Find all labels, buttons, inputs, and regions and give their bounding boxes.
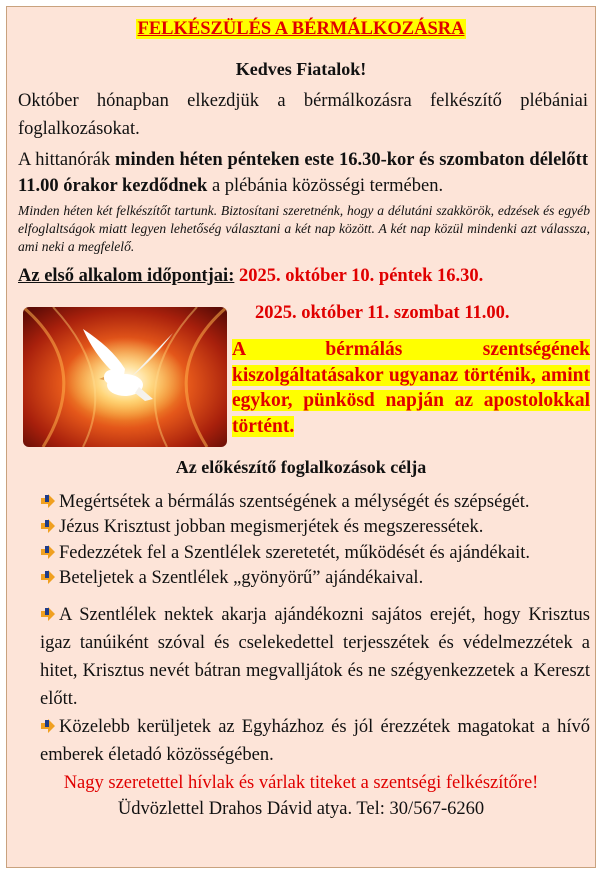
list-item <box>40 564 590 592</box>
schedule-bold: minden héten pénteken este 16.30-kor és szombaton délelőtt 11.00 órakor kezdődnek <box>18 150 588 196</box>
schedule-post: a plébánia közösségi termében. <box>207 176 444 196</box>
arrow-bullet-icon <box>40 717 56 733</box>
flyer-page <box>6 6 596 868</box>
note-paragraph: Minden héten két felkészítőt tartunk. Biztosítani szeretnénk, hogy a délutáni szakkörök, edzések és egyéb elfoglaltságok miatt legyen lehetőség választani a két nap között. A két nap közül mindenki azt válassza, ami neki a megfelelő. <box>18 203 590 254</box>
arrow-bullet-icon <box>40 543 56 559</box>
dove-image <box>23 307 227 447</box>
arrow-bullet-icon <box>40 605 56 621</box>
goal-text: Beteljetek a Szentlélek „gyönyörű” ajándékaival. <box>59 568 424 588</box>
goal-text: Közelebb kerüljetek az Egyházhoz és jól érezzétek magatokat a hívő emberek életadó közösségében. <box>40 717 590 765</box>
goal-text: Fedezzétek fel a Szentlélek szeretetét, működését és ajándékait. <box>59 543 531 563</box>
list-item <box>40 488 590 516</box>
closing-signature: Üdvözlettel Drahos Dávid atya. Tel: 30/567-6260 <box>117 799 485 819</box>
schedule-paragraph <box>18 147 588 199</box>
list-item <box>40 601 590 713</box>
arrow-bullet-icon <box>40 568 56 584</box>
sacrament-highlight-text: A bérmálás szentségének kiszolgáltatásakor ugyanaz történik, amint egykor, pünkösd napján az apostolokkal történt. <box>232 339 590 437</box>
arrow-bullet-icon <box>40 517 56 533</box>
list-item <box>40 713 590 769</box>
dove-icon <box>23 307 227 447</box>
goal-text: Jézus Krisztust jobban megismerjétek és megszeressétek. <box>59 517 484 537</box>
intro-paragraph: Október hónapban elkezdjük a bérmálkozásra felkészítő plébániai foglalkozásokat. <box>18 91 588 139</box>
first-occasion-label: Az első alkalom időpontjai: <box>18 266 235 286</box>
list-item <box>40 513 590 541</box>
goals-title: Az előkészítő foglalkozások célja <box>175 457 427 477</box>
first-occasion <box>18 266 483 287</box>
list-item <box>40 539 590 567</box>
goal-text: A Szentlélek nektek akarja ajándékozni sajátos erejét, hogy Krisztus igaz tanúiként szóval és cselekedettel terjesszétek és védelmezzétek a hitet, Krisztus nevét bátran megvalljátok és ne szégyenkezzetek a Kereszt előtt. <box>40 605 590 709</box>
sacrament-highlight <box>232 337 590 439</box>
greeting: Kedves Fiatalok! <box>235 59 367 79</box>
schedule-pre: A hittanórák <box>18 150 116 170</box>
closing-invite: Nagy szeretettel hívlak és várlak titeket a szentségi felkészítőre! <box>63 773 539 793</box>
first-occasion-date2: 2025. október 11. szombat 11.00. <box>255 303 510 323</box>
title-text: FELKÉSZÜLÉS A BÉRMÁLKOZÁSRA <box>137 19 465 39</box>
first-occasion-date1: 2025. október 10. péntek 16.30. <box>234 266 484 286</box>
goal-text: Megértsétek a bérmálás szentségének a mélységét és szépségét. <box>59 492 530 512</box>
arrow-bullet-icon <box>40 492 56 508</box>
page-title <box>7 19 595 40</box>
